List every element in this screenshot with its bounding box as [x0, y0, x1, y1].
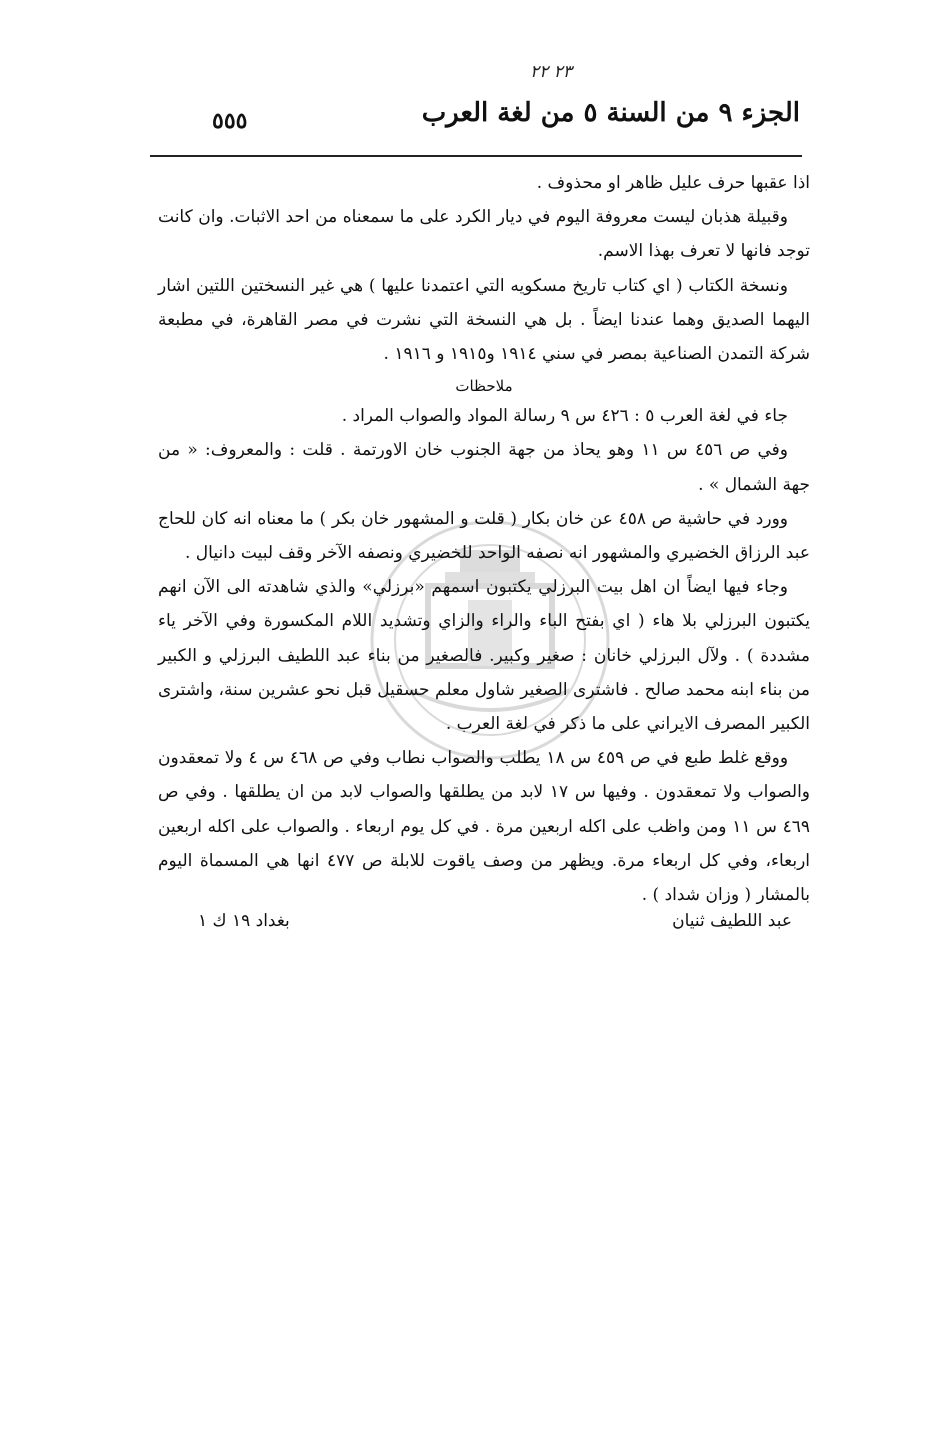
page-number: ٥٥٥	[212, 108, 248, 134]
page-body	[158, 166, 810, 936]
signature-author: عبد اللطيف ثنيان	[672, 911, 792, 932]
note-paragraph: وجاء فيها ايضاً ان اهل بيت البرزلي يكتبون اسمهم «برزلي» والذي شاهدته الى الآن انهم يكتبون البرزلي بلا هاء ( اي بفتح الباء والراء والزاي وتشديد اللام المكسورة وفي الآخر ياء مشددة ) . ولآل البرزلي خانان : صغير وكبير. فالصغير من بناء عبد اللطيف البرزلي و الكبير من بناء ابنه محمد صالح . فاشترى الصغير شاول معلم حسقيل قبل نحو عشرين سنة، واشترى الكبير المصرف الايراني على ما ذكر في لغة العرب .	[158, 577, 810, 735]
notes-heading: ملاحظات	[455, 377, 513, 396]
note-paragraph: جاء في لغة العرب ٥ : ٤٢٦ س ٩ رسالة المواد والصواب المراد .	[341, 406, 788, 427]
running-title: الجزء ٩ من السنة ٥ من لغة العرب	[421, 98, 800, 128]
signature-place-date: بغداد ١٩ ك ١	[198, 911, 290, 932]
note-paragraph: ووقع غلط طبع في ص ٤٥٩ س ١٨ يطلب والصواب نطاب وفي ص ٤٦٨ س ٤ ولا تمعقدون والصواب ولا تمعقدون . وفيها س ١٧ لابد من يطلقها والصواب لابد من ان يطلقها . وفي ص ٤٦٩ س ١١ ومن واظب على اكله اربعين مرة . في كل يوم اربعاء . والصواب على اكله اربعين اربعاء، وفي كل اربعاء مرة. ويظهر من وصف ياقوت للابلة ص ٤٧٧ انها هي المسماة اليوم بالمشار ( وزان شداد ) .	[158, 748, 811, 906]
handwritten-note: ٢٣ ٢٢	[530, 62, 572, 82]
signature-line	[158, 906, 810, 936]
page-header	[150, 98, 800, 138]
paragraph: ونسخة الكتاب ( اي كتاب تاريخ مسكويه التي اعتمدنا عليها ) هي غير النسختين اللتين اشار اليهما الصديق وهما عندنا ايضاً . بل هي النسخة التي نشرت في مصر القاهرة، في مطبعة شركة التمدن الصناعية بمصر في سني ١٩١٤ و١٩١٥ و ١٩١٦ .	[158, 275, 810, 365]
note-paragraph: وفي ص ٤٥٦ س ١١ وهو يحاذ من جهة الجنوب خان الاورتمة . قلت : والمعروف: « من جهة الشمال » .	[158, 440, 810, 495]
paragraph: وقبيلة هذبان ليست معروفة اليوم في ديار الكرد على ما سمعناه من احد الاثبات. وان كانت توجد فانها لا تعرف بهذا الاسم.	[158, 207, 810, 262]
note-paragraph: وورد في حاشية ص ٤٥٨ عن خان بكار ( قلت و المشهور خان بكر ) ما معناه انه كان للحاج عبد الرزاق الخضيري والمشهور انه نصفه الواحد للخضيري ونصفه الآخر وقف لبيت دانيال .	[158, 508, 810, 564]
header-rule	[150, 155, 802, 157]
paragraph: اذا عقبها حرف عليل ظاهر او محذوف .	[536, 173, 810, 193]
